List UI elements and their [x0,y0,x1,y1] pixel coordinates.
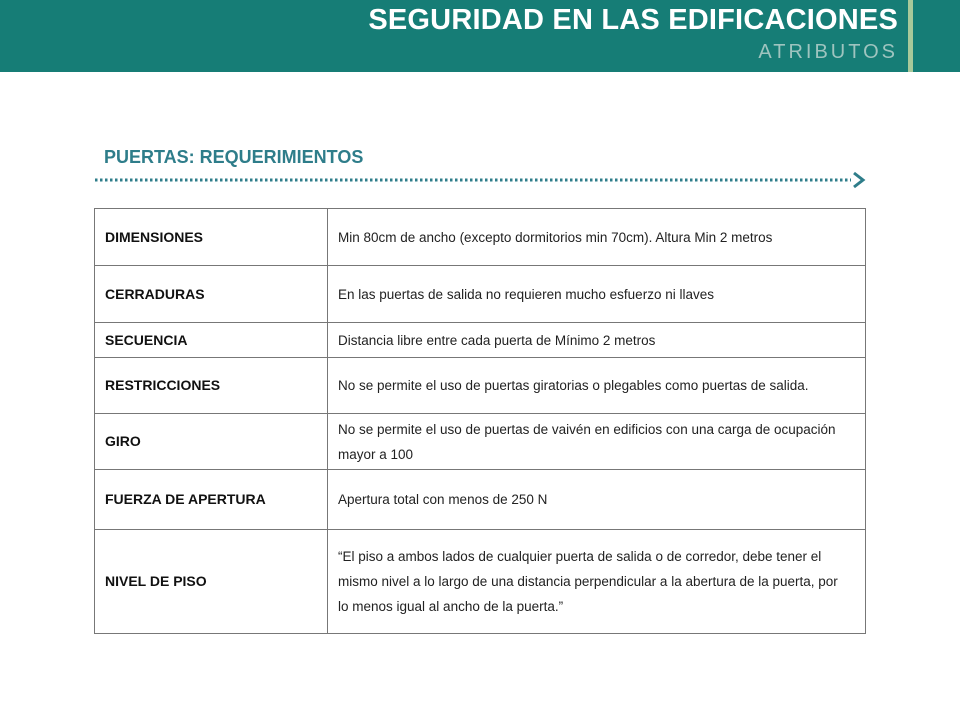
header-banner [0,0,960,72]
row-description: En las puertas de salida no requieren mucho esfuerzo ni llaves [328,266,866,323]
requirements-table [94,208,866,634]
table-row [95,323,866,358]
row-label: GIRO [95,414,328,470]
page-title: SEGURIDAD EN LAS EDIFICACIONES [368,4,898,36]
table-row [95,414,866,470]
table-row [95,358,866,414]
row-label: DIMENSIONES [95,209,328,266]
page-subtitle: ATRIBUTOS [758,41,898,63]
dotted-arrow-divider [95,170,867,190]
row-description: No se permite el uso de puertas giratorias o plegables como puertas de salida. [328,358,866,414]
header-divider [908,0,913,72]
row-description: No se permite el uso de puertas de vaivén en edificios con una carga de ocupación mayor a 100 [328,414,866,470]
row-description: Distancia libre entre cada puerta de Mínimo 2 metros [328,323,866,358]
row-label: RESTRICCIONES [95,358,328,414]
table-row [95,530,866,634]
row-description: Min 80cm de ancho (excepto dormitorios min 70cm). Altura Min 2 metros [328,209,866,266]
row-description: “El piso a ambos lados de cualquier puerta de salida o de corredor, debe tener el mismo nivel a lo largo de una distancia perpendicular a la abertura de la puerta, por lo menos igual al ancho de la puerta.” [328,530,866,634]
row-description: Apertura total con menos de 250 N [328,470,866,530]
row-label: CERRADURAS [95,266,328,323]
row-label: NIVEL DE PISO [95,530,328,634]
table-row [95,266,866,323]
section-title: PUERTAS: REQUERIMIENTOS [104,147,364,167]
row-label: SECUENCIA [95,323,328,358]
table-row [95,209,866,266]
table-row [95,470,866,530]
row-label: FUERZA DE APERTURA [95,470,328,530]
